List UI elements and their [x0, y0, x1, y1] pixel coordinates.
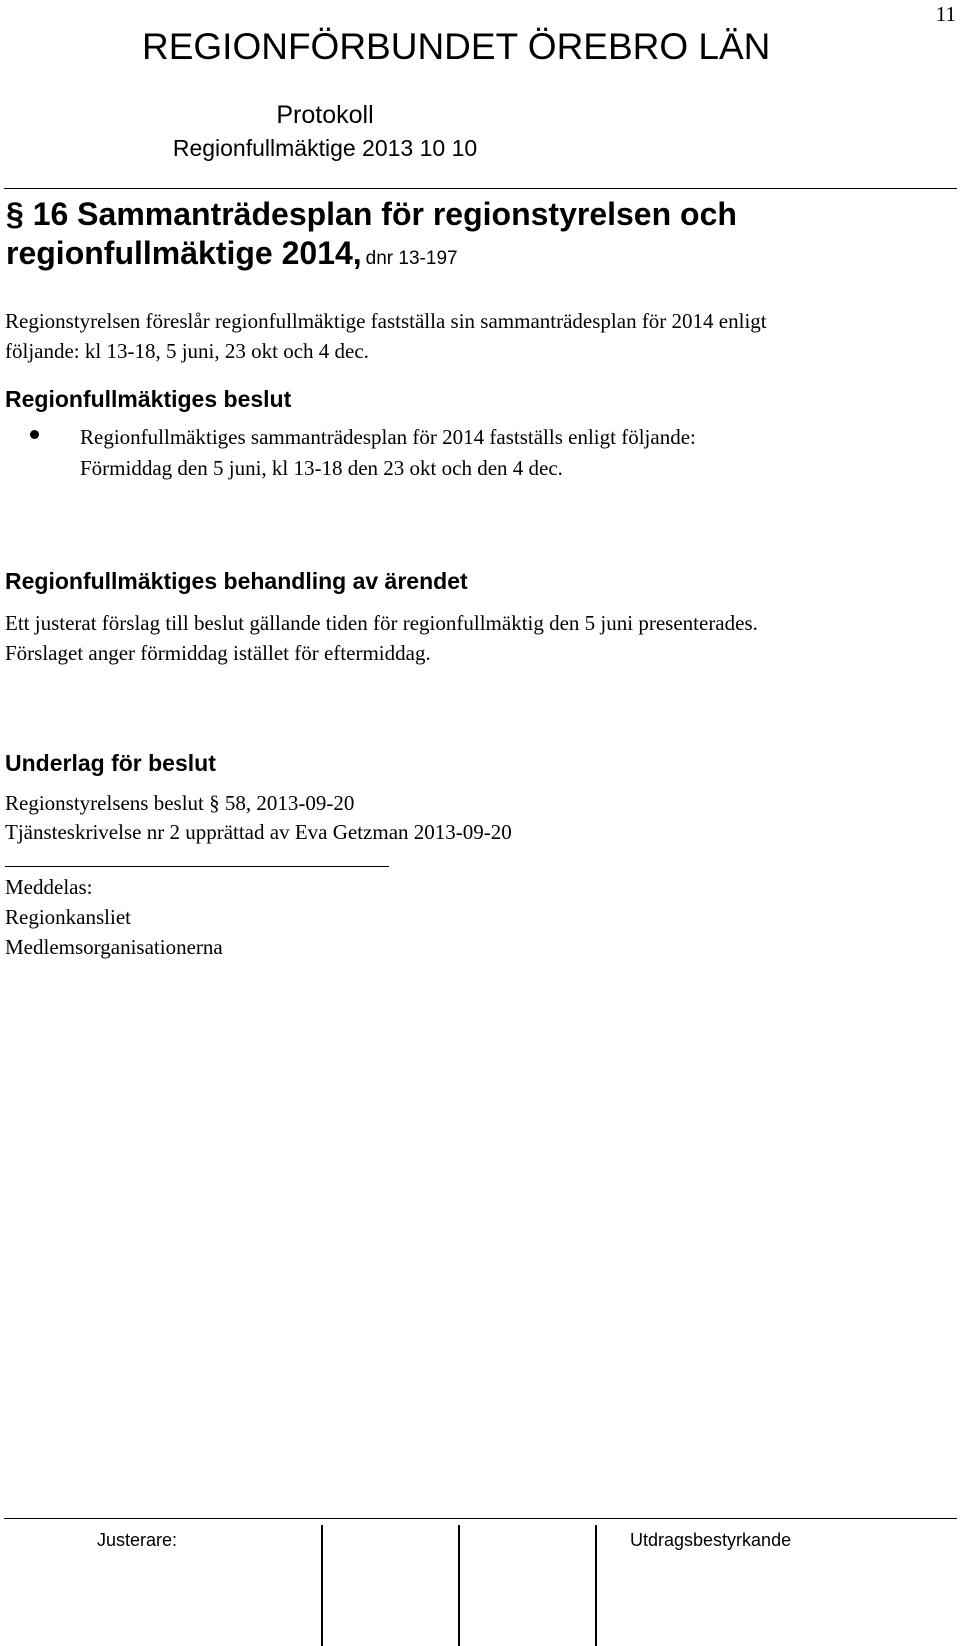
justerare-label: Justerare:	[97, 1530, 178, 1550]
distribution-recipient: Regionkansliet	[5, 905, 131, 929]
decision-text-line1: Regionfullmäktiges sammanträdesplan för 2014 fastställs enligt följande:	[80, 425, 696, 449]
separator-line	[5, 866, 389, 867]
organization-name: REGIONFÖRBUNDET ÖREBRO LÄN	[142, 26, 771, 67]
intro-text-line2: följande: kl 13-18, 5 juni, 23 okt och 4 dec.	[5, 339, 369, 363]
footer-divider	[4, 1518, 957, 1519]
bullet-icon	[30, 430, 39, 439]
distribution-label: Meddelas:	[5, 875, 93, 899]
document-subtitle: Regionfullmäktige 2013 10 10	[172, 135, 478, 161]
signature-box-divider	[458, 1525, 460, 1646]
section-title-line2	[6, 235, 458, 272]
header-divider	[4, 188, 957, 189]
section-title-line1: § 16 Sammanträdesplan för regionstyrelsen och	[6, 196, 737, 232]
page-number: 11	[935, 2, 956, 26]
signature-box-divider	[595, 1525, 597, 1646]
decision-text-line2: Förmiddag den 5 juni, kl 13-18 den 23 okt och den 4 dec.	[80, 456, 563, 480]
basis-heading: Underlag för beslut	[5, 750, 216, 776]
handling-text-line2: Förslaget anger förmiddag istället för eftermiddag.	[5, 641, 431, 665]
intro-text-line1: Regionstyrelsen föreslår regionfullmäktige fastställa sin sammanträdesplan för 2014 enligt	[5, 309, 767, 333]
document-type: Protokoll	[276, 101, 374, 129]
basis-text-line1: Regionstyrelsens beslut § 58, 2013-09-20	[5, 791, 355, 815]
signature-box-divider	[321, 1525, 323, 1646]
decision-heading: Regionfullmäktiges beslut	[5, 386, 292, 412]
distribution-recipient: Medlemsorganisationerna	[5, 935, 223, 959]
basis-text-line2: Tjänsteskrivelse nr 2 upprättad av Eva Getzman 2013-09-20	[5, 820, 512, 844]
case-number: dnr 13-197	[365, 248, 458, 269]
utdragsbestyrkande-label: Utdragsbestyrkande	[630, 1530, 792, 1550]
section-title-text: regionfullmäktige 2014,	[6, 235, 362, 271]
handling-heading: Regionfullmäktiges behandling av ärendet	[5, 568, 468, 594]
handling-text-line1: Ett justerat förslag till beslut gällande tiden för regionfullmäktig den 5 juni presenterades.	[5, 611, 758, 635]
